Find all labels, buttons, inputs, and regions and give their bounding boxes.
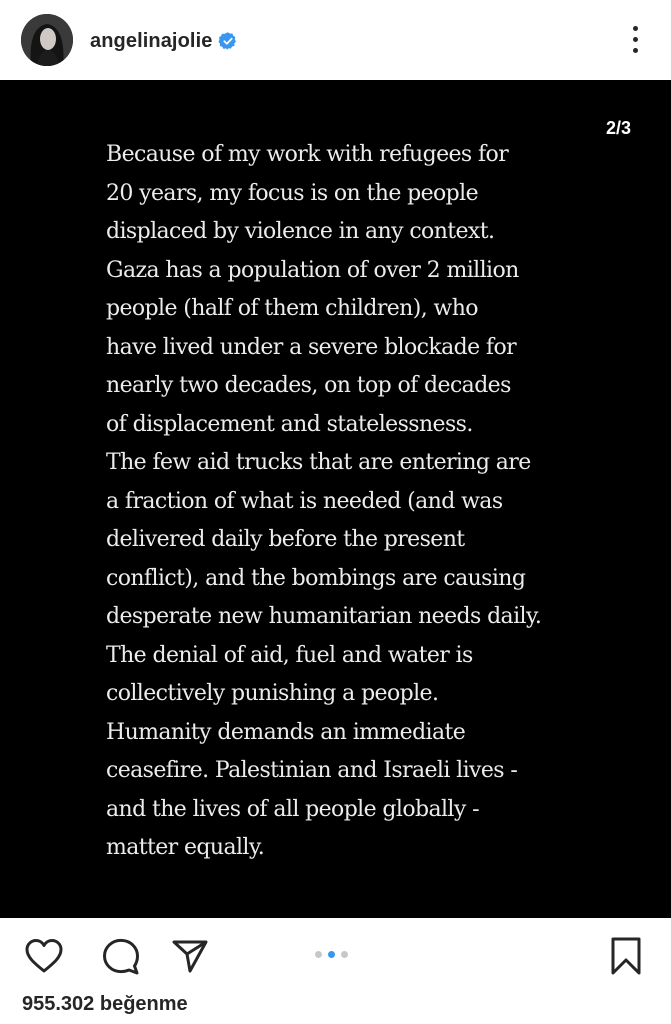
statement-line: a fraction of what is needed (and was [106,488,503,514]
profile-photo-icon [21,14,73,66]
statement-line: nearly two decades, on top of decades [106,373,511,398]
like-count[interactable]: 955.302 beğenme [22,993,188,1015]
carousel-dot [315,951,322,958]
statement-line: Gaza has a population of over 2 million [106,257,519,283]
carousel-dot [341,951,348,958]
statement-line: people (half of them children), who [106,296,478,321]
statement-line: conflict), and the bombings are causing [106,565,526,591]
slide-counter: 2/3 [605,118,631,138]
comment-icon[interactable] [101,937,141,975]
statement-line: collectively punishing a people. [106,681,439,706]
statement-line: The denial of aid, fuel and water is [106,642,473,668]
statement-line: displaced by violence in any context. [106,219,495,244]
post-media[interactable] [0,80,671,918]
more-options-button[interactable] [623,22,647,56]
statement-line: and the lives of all people globally - [106,796,479,822]
statement-line: 20 years, my focus is on the people [106,180,479,206]
statement-line: of displacement and statelessness. [106,411,473,437]
username-row [90,26,238,56]
statement-line: matter equally. [106,835,265,860]
bookmark-icon[interactable] [609,936,643,976]
verified-badge-icon [218,31,238,51]
carousel-indicator [315,951,348,958]
heart-icon[interactable] [24,938,64,974]
statement-line: Humanity demands an immediate [106,719,466,745]
statement-line: Because of my work with refugees for [106,142,509,167]
statement-line: delivered daily before the present [106,527,465,552]
username-link[interactable]: angelinajolie [90,29,213,52]
carousel-dot-active [328,951,335,958]
statement-line: desperate new humanitarian needs daily. [106,604,542,629]
statement-line: ceasefire. Palestinian and Israeli lives - [106,758,518,783]
more-vertical-icon [633,26,638,31]
statement-text [106,136,576,868]
action-bar [0,918,671,994]
statement-line: The few aid trucks that are entering are [106,450,531,475]
post-header [0,0,671,80]
statement-line: have lived under a severe blockade for [106,334,517,360]
profile-avatar[interactable] [21,14,73,66]
share-icon[interactable] [170,938,210,974]
